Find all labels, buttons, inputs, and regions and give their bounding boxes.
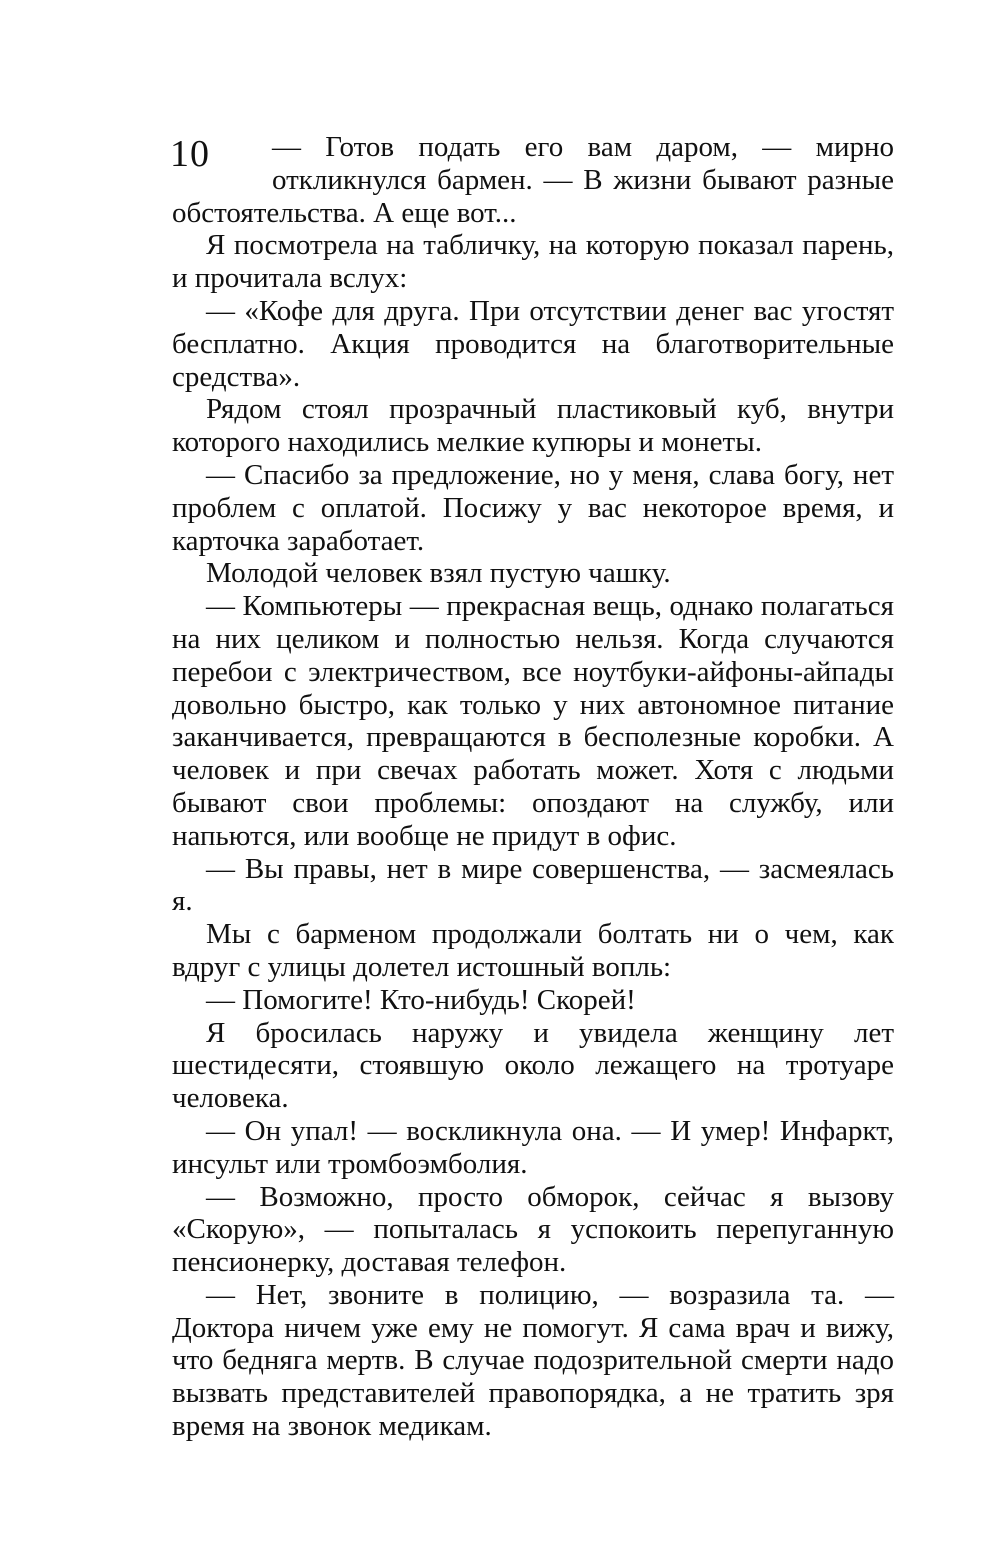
paragraph-10: — Помогите! Кто-нибудь! Скорей! (206, 983, 636, 1016)
paragraph-2: Я посмотрела на табличку, на которую показал парень, и прочитала вслух: (172, 229, 894, 295)
paragraph-1: — Готов подать его вам даром, — мирно откликнулся бармен. — В жизни бывают разные обстоятельства. А еще вот... (172, 131, 894, 229)
paragraph-11: Я бросилась наружу и увидела женщину лет шестидесяти, стоявшую около лежащего на тротуаре человека. (172, 1016, 894, 1115)
paragraph-6: Молодой человек взял пустую чашку. (206, 557, 671, 590)
paragraph-13: — Возможно, просто обморок, сейчас я вызову «Скорую», — попыталась я успокоить перепуганную пенсионерку, доставая телефон. (172, 1180, 894, 1279)
paragraph-12: — Он упал! — воскликнула она. — И умер! Инфаркт, инсульт или тромбоэмболия. (172, 1114, 894, 1180)
paragraph-7: — Компьютеры — прекрасная вещь, однако полагаться на них целиком и полностью нельзя. Когда случаются перебои с электричеством, все ноутбуки-айфоны-айпады довольно быстро, как только у них автономное питание заканчивается, превращаются в бесполезные коробки. А человек и при свечах работать может. Хотя с людьми бывают свои проблемы: опоздают на службу, или напьются, или вообще не придут в офис. (172, 590, 894, 852)
paragraph-4: Рядом стоял прозрачный пластиковый куб, внутри которого находились мелкие купюры и монеты. (172, 393, 894, 459)
page-number-gap (172, 131, 272, 195)
paragraph-3: — «Кофе для друга. При отсутствии денег вас угостят бесплатно. Акция проводится на благотворительные средства». (172, 294, 894, 393)
paragraph-5: — Спасибо за предложение, но у меня, слава богу, нет проблем с оплатой. Посижу у вас некоторое время, и карточка заработает. (172, 458, 894, 557)
paragraph-8: — Вы правы, нет в мире совершенства, — засмеялась я. (172, 852, 894, 918)
book-text (172, 131, 894, 1443)
paragraph-14: — Нет, звоните в полицию, — возразила та. — Доктора ничем уже ему не помогут. Я сама врач и вижу, что бедняга мертв. В случае подозрительной смерти надо вызвать представителей правопорядка, а не тратить зря время на звонок медикам. (172, 1278, 894, 1443)
paragraph-9: Мы с барменом продолжали болтать ни о чем, как вдруг с улицы долетел истошный вопль: (172, 918, 894, 983)
page-number: 10 (170, 133, 210, 175)
